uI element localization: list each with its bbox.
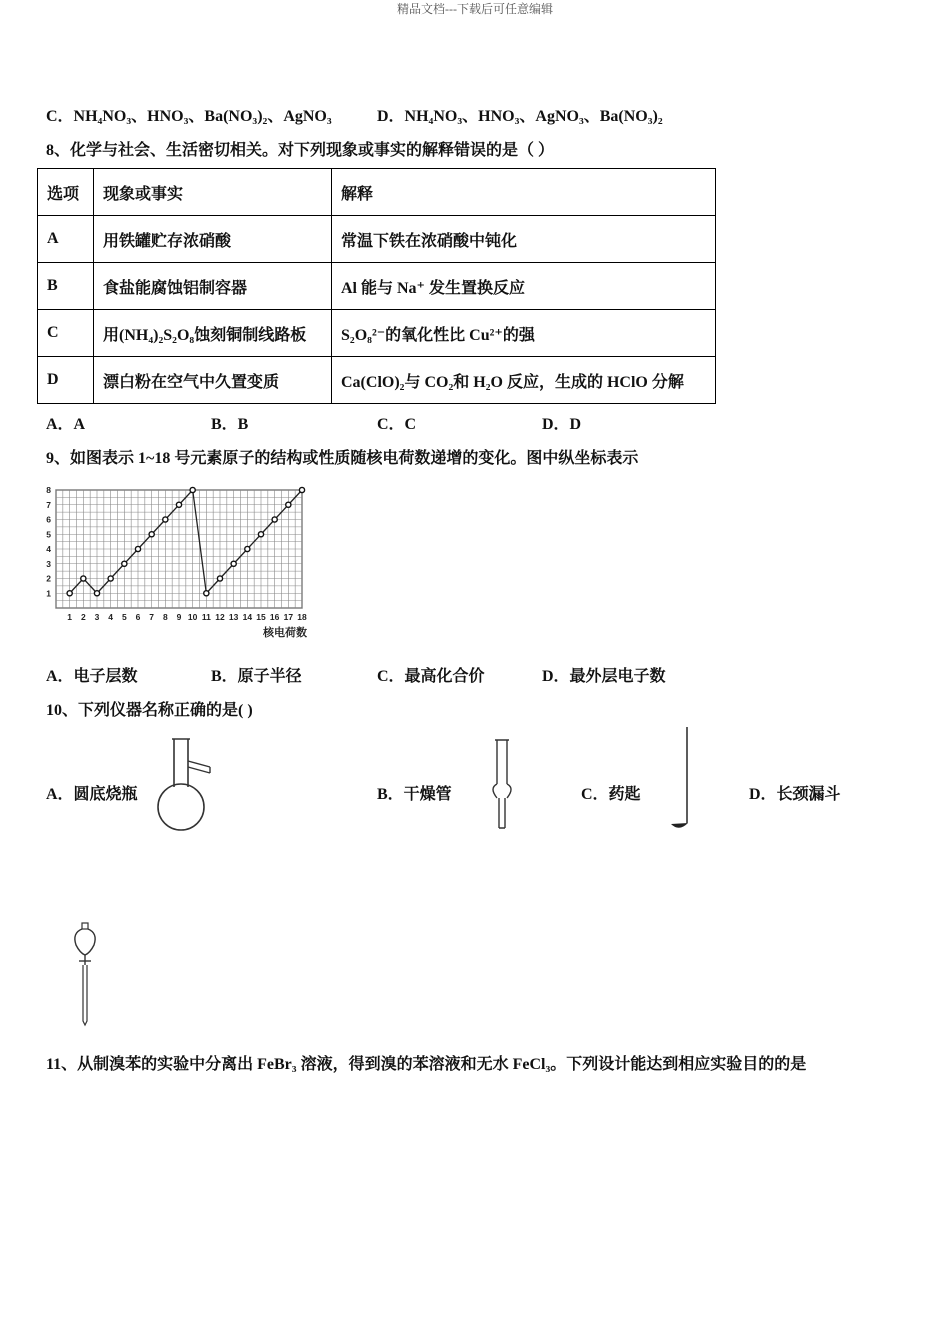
x-tick-label: 6 [135,612,141,622]
q8-table [37,168,716,404]
x-tick-label: 17 [283,612,294,622]
q9-choice-d: D．最外层电子数 [542,668,666,685]
data-point [163,517,168,522]
data-point [149,532,154,537]
data-point [299,487,304,492]
data-point [108,576,113,581]
page-header: 精品文档---下载后可任意编辑 [397,2,553,16]
table-cell-explanation: 常温下铁在浓硝酸中钝化 [332,216,716,263]
data-point [94,591,99,596]
y-tick-label: 2 [46,573,51,584]
q9-choice-c: C．最高化合价 [377,668,485,685]
branched-flask-icon [150,733,216,837]
q7-option-c: C．NH₄NO₃、HNO₃、Ba(NO₃)₂、AgNO₃ [46,108,332,125]
data-point [272,517,277,522]
y-tick-label: 1 [46,588,51,599]
x-tick-label: 9 [176,612,182,622]
data-point [81,576,86,581]
data-point [258,532,263,537]
table-cell-fact: 用(NH₄)₂S₂O₈蚀刻铜制线路板 [94,310,332,357]
table-row [38,357,716,404]
table-header-cell: 现象或事实 [94,169,332,216]
data-point [122,561,127,566]
x-tick-label: 18 [297,612,307,622]
q7-option-d: D．NH₄NO₃、HNO₃、AgNO₃、Ba(NO₃)₂ [377,108,663,125]
x-tick-label: 14 [242,612,253,622]
table-row [38,216,716,263]
x-tick-label: 15 [256,612,266,622]
y-tick-label: 6 [46,514,51,525]
data-point [190,487,195,492]
q10-stem: 10、下列仪器名称正确的是( ) [46,702,253,719]
data-point [67,591,72,596]
data-point [245,546,250,551]
table-cell-option: A [38,216,94,263]
q9-choice-a: A．电子层数 [46,668,138,685]
data-point [204,591,209,596]
table-cell-option: B [38,263,94,310]
data-point [231,561,236,566]
table-cell-explanation: Ca(ClO)₂与 CO₂和 H₂O 反应，生成的 HClO 分解 [332,357,716,404]
y-tick-label: 4 [46,544,51,554]
data-point [286,502,291,507]
chart-y-ticks [46,485,51,598]
separatory-funnel-icon [70,921,102,1027]
x-tick-label: 10 [187,612,198,622]
x-tick-label: 11 [201,612,211,622]
q10-choice-d: D．长颈漏斗 [749,786,841,803]
y-tick-label: 8 [46,485,51,495]
table-cell-explanation: S₂O₈²⁻的氧化性比 Cu²⁺的强 [332,310,716,357]
x-tick-label: 8 [162,612,168,622]
x-tick-label: 13 [228,612,239,622]
table-header-cell: 选项 [38,169,94,216]
x-tick-label: 16 [269,612,280,622]
x-tick-label: 12 [215,612,225,622]
y-tick-label: 5 [46,529,51,540]
table-cell-option: D [38,357,94,404]
table-header-row [38,169,716,216]
x-tick-label: 3 [94,612,100,622]
data-point [217,576,222,581]
x-tick-label: 2 [80,612,86,622]
drying-tube-icon [488,737,516,833]
q8-stem: 8、化学与社会、生活密切相关。对下列现象或事实的解释错误的是（ ） [46,142,555,159]
x-tick-label: 4 [108,612,114,622]
spatula-icon [668,725,694,835]
q8-choice-a: A．A [46,416,86,433]
data-point [135,546,140,551]
table-cell-option: C [38,310,94,357]
table-row [38,263,716,310]
q9-chart [40,484,315,642]
table-cell-explanation: Al 能与 Na⁺ 发生置换反应 [332,263,716,310]
chart-x-label: 核电荷数 [263,627,307,639]
x-tick-label: 5 [121,612,127,622]
q9-choice-b: B．原子半径 [211,668,302,685]
chart-x-ticks [67,612,307,622]
x-tick-label: 7 [149,612,155,622]
table-cell-fact: 食盐能腐蚀铝制容器 [94,263,332,310]
table-header-cell: 解释 [332,169,716,216]
q8-choice-b: B．B [211,416,249,433]
table-cell-fact: 漂白粉在空气中久置变质 [94,357,332,404]
y-tick-label: 7 [46,499,51,510]
q9-stem: 9、如图表示 1~18 号元素原子的结构或性质随核电荷数递增的变化。图中纵坐标表示 [46,450,639,467]
q10-choice-b: B．干燥管 [377,786,452,803]
data-point [176,502,181,507]
q8-choice-d: D．D [542,416,582,433]
q10-choice-c: C．药匙 [581,786,641,803]
q10-choice-a: A．圆底烧瓶 [46,786,138,803]
table-cell-fact: 用铁罐贮存浓硝酸 [94,216,332,263]
q11-stem: 11、从制溴苯的实验中分离出 FeBr₃ 溶液，得到溴的苯溶液和无水 FeCl₃。下列设计能达到相应实验目的的是 [46,1056,807,1073]
q8-choice-c: C．C [377,416,417,433]
table-row [38,310,716,357]
x-tick-label: 1 [67,612,73,622]
y-tick-label: 3 [46,558,51,569]
